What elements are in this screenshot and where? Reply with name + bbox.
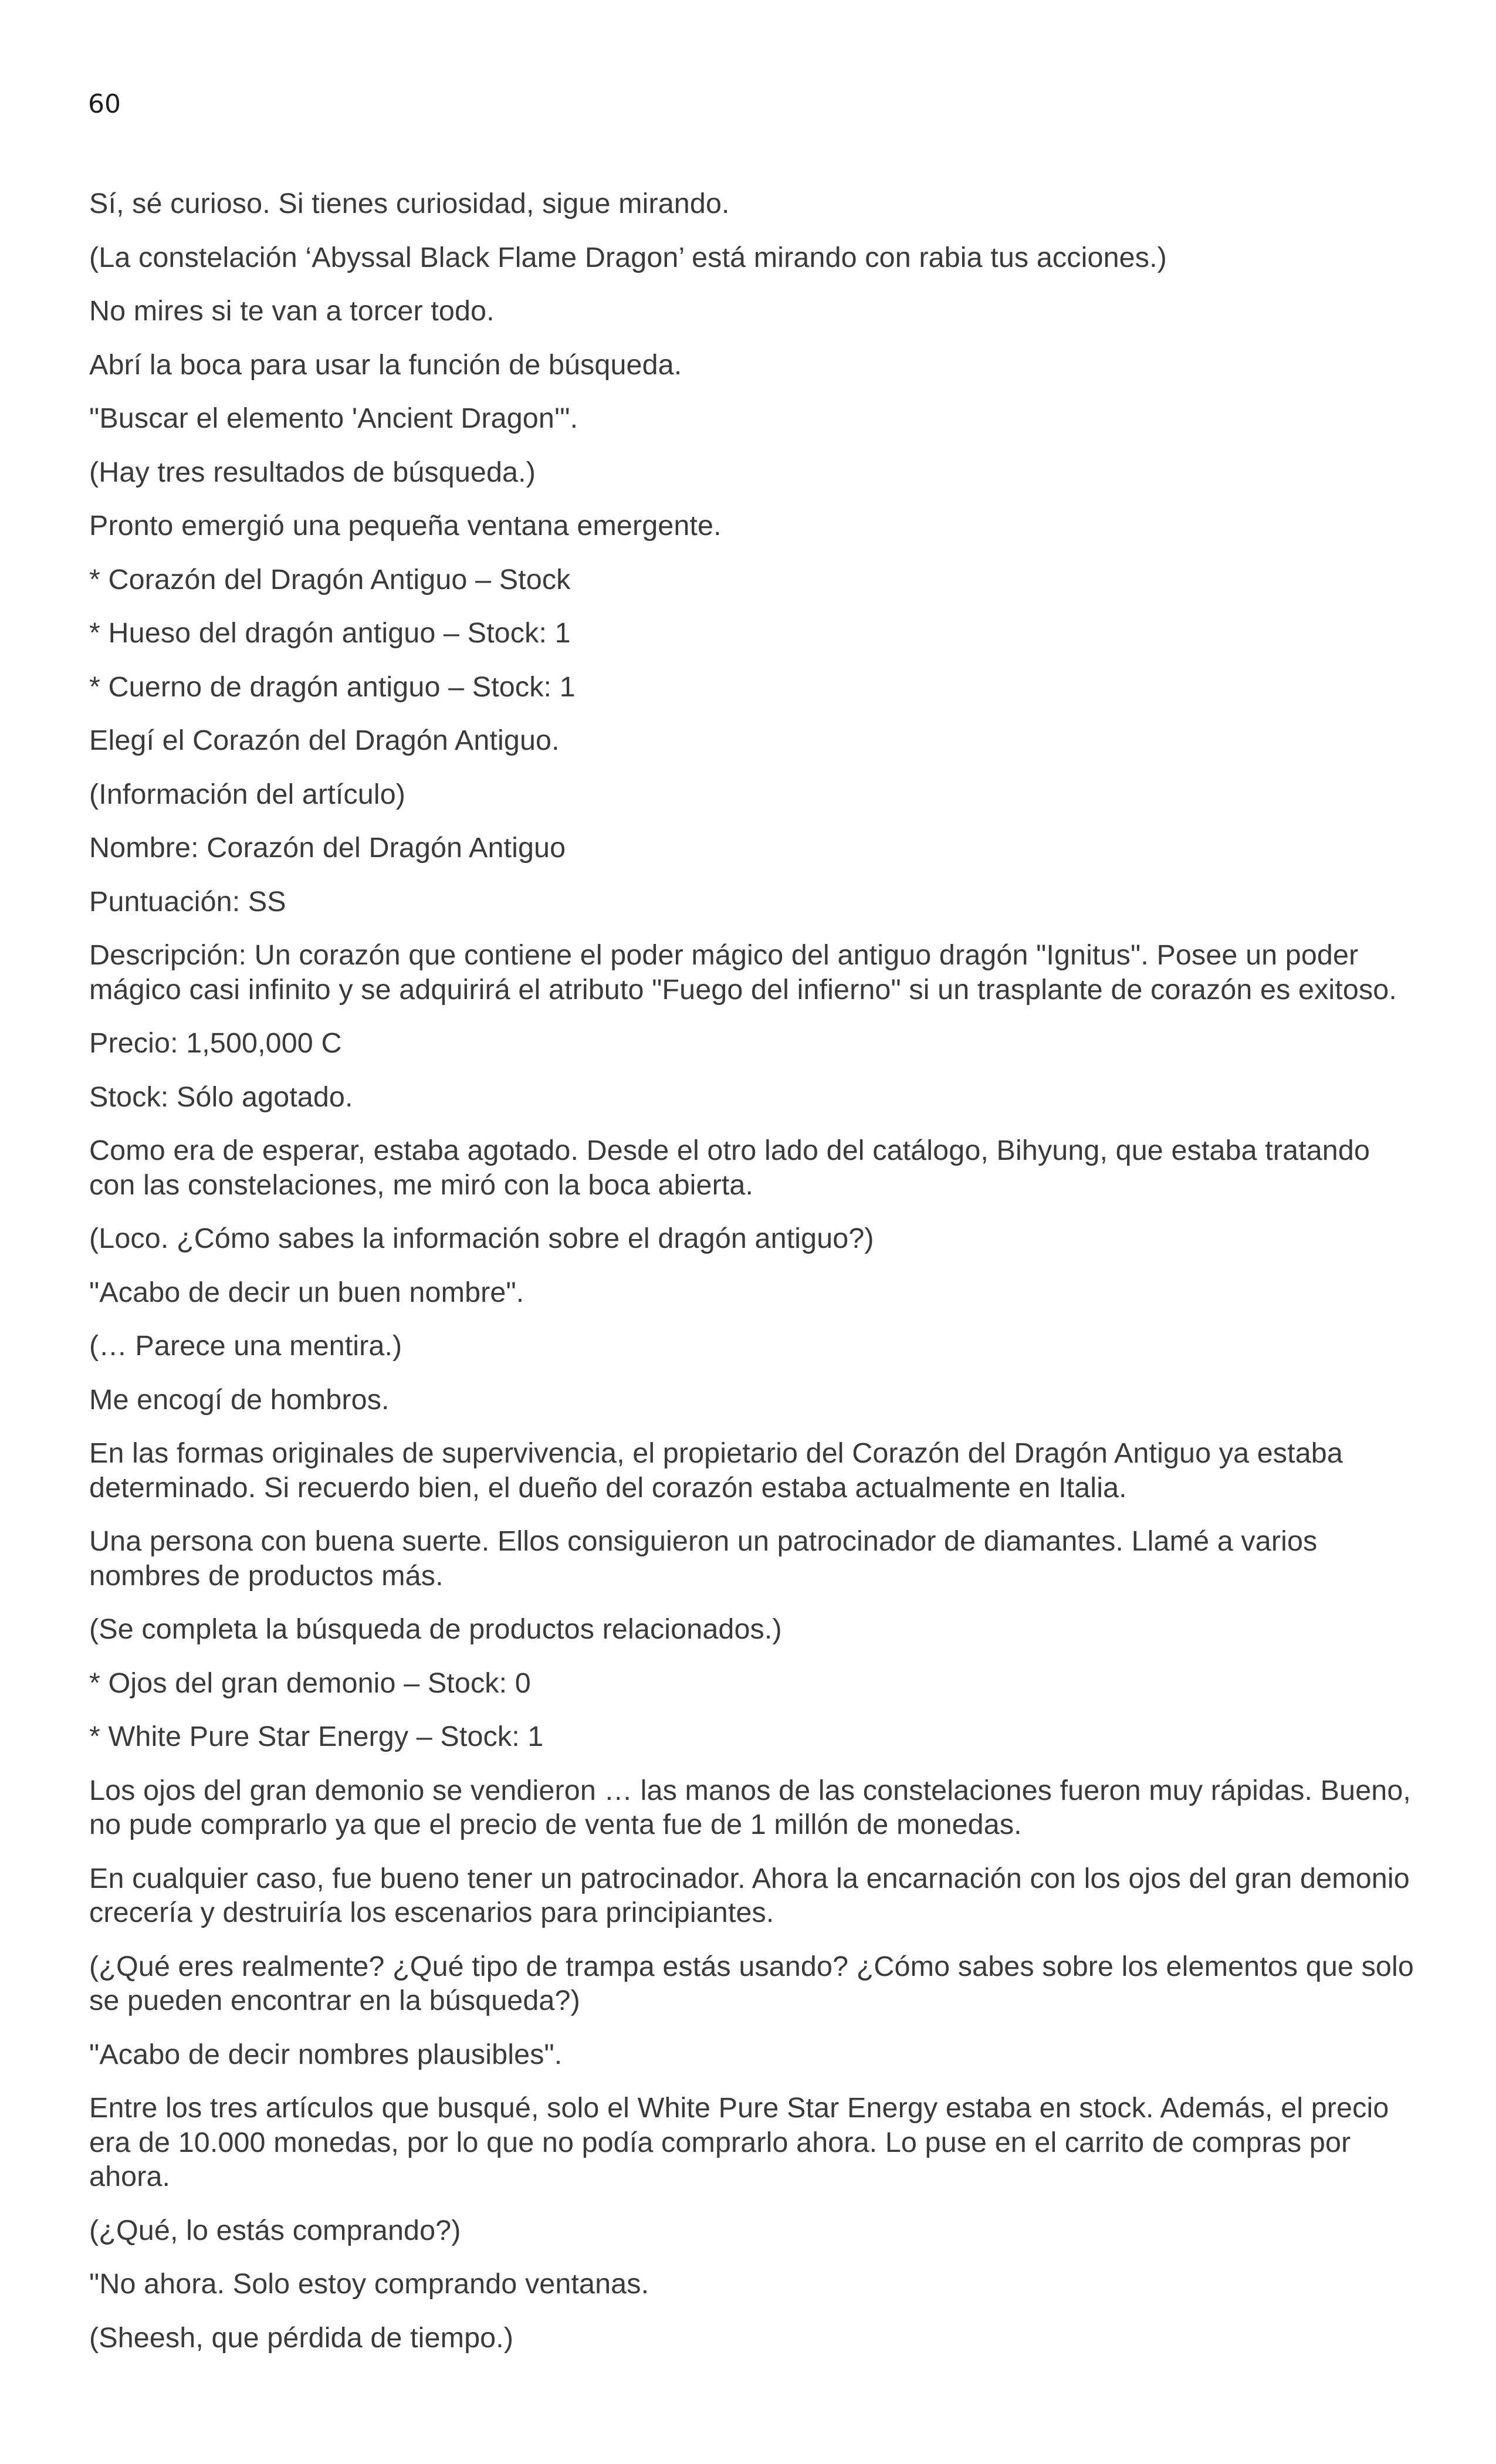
paragraph: "Buscar el elemento 'Ancient Dragon'". [89,402,578,434]
paragraph: (Sheesh, que pérdida de tiempo.) [89,2321,514,2354]
paragraph: Precio: 1,500,000 C [89,1027,342,1059]
paragraph: Pronto emergió una pequeña ventana emergente. [89,510,722,541]
page-number: 60 [88,89,121,119]
paragraph: (… Parece una mentira.) [89,1330,402,1362]
list-item: * Hueso del dragón antiguo – Stock: 1 [89,617,571,649]
body-text [89,187,1421,2374]
paragraph: (Información del artículo) [89,778,406,810]
list-item: * Cuerno de dragón antiguo – Stock: 1 [89,671,576,703]
paragraph: "Acabo de decir un buen nombre". [89,1276,524,1308]
paragraph: Sí, sé curioso. Si tienes curiosidad, sigue mirando. [89,188,730,219]
paragraph: (Se completa la búsqueda de productos relacionados.) [89,1613,782,1645]
paragraph: Stock: Sólo agotado. [89,1081,353,1113]
paragraph: En cualquier caso, fue bueno tener un patrocinador. Ahora la encarnación con los ojos del gran demonio crecería y destruiría los escenarios para principiantes. [89,1862,1410,1928]
paragraph: (¿Qué, lo estás comprando?) [89,2214,461,2246]
paragraph: (Hay tres resultados de búsqueda.) [89,456,536,488]
paragraph: Descripción: Un corazón que contiene el poder mágico del antiguo dragón "Ignitus". Posee un poder mágico casi infinito y se adquirirá el atributo "Fuego del infierno" si un trasplante de corazón es exitoso. [89,939,1397,1006]
paragraph: Como era de esperar, estaba agotado. Desde el otro lado del catálogo, Bihyung, que estaba tratando con las constelaciones, me miró con la boca abierta. [89,1135,1370,1201]
list-item: * White Pure Star Energy – Stock: 1 [89,1721,544,1752]
paragraph: Puntuación: SS [89,885,286,918]
paragraph: Elegí el Corazón del Dragón Antiguo. [89,725,560,756]
paragraph: Abrí la boca para usar la función de búsqueda. [89,348,682,381]
paragraph: (Loco. ¿Cómo sabes la información sobre el dragón antiguo?) [89,1223,874,1254]
paragraph: En las formas originales de supervivencia, el propietario del Corazón del Dragón Antiguo ya estaba determinado. Si recuerdo bien, el dueño del corazón estaba actualmente en Italia. [89,1437,1343,1504]
paragraph: Una persona con buena suerte. Ellos consiguieron un patrocinador de diamantes. Llamé a varios nombres de productos más. [89,1525,1318,1592]
paragraph: (¿Qué eres realmente? ¿Qué tipo de trampa estás usando? ¿Cómo sabes sobre los elementos que solo se pueden encontrar en la búsqueda?) [89,1950,1414,2016]
paragraph: "No ahora. Solo estoy comprando ventanas. [89,2268,649,2300]
list-item: * Corazón del Dragón Antiguo – Stock [89,563,571,595]
paragraph: (La constelación ‘Abyssal Black Flame Dragon’ está mirando con rabia tus acciones.) [89,241,1167,273]
list-item: * Ojos del gran demonio – Stock: 0 [89,1667,531,1699]
paragraph: No mires si te van a torcer todo. [89,295,495,327]
paragraph: Entre los tres artículos que busqué, solo el White Pure Star Energy estaba en stock. Además, el precio era de 10.000 monedas, por lo que no podía comprarlo ahora. Lo puse en el carrito de compras por ahora. [89,2092,1389,2192]
paragraph: "Acabo de decir nombres plausibles". [89,2038,563,2070]
paragraph: Me encogí de hombros. [89,1383,390,1416]
paragraph: Nombre: Corazón del Dragón Antiguo [89,832,566,864]
paragraph: Los ojos del gran demonio se vendieron … las manos de las constelaciones fueron muy rápidas. Bueno, no pude comprarlo ya que el precio de venta fue de 1 millón de monedas. [89,1774,1412,1840]
